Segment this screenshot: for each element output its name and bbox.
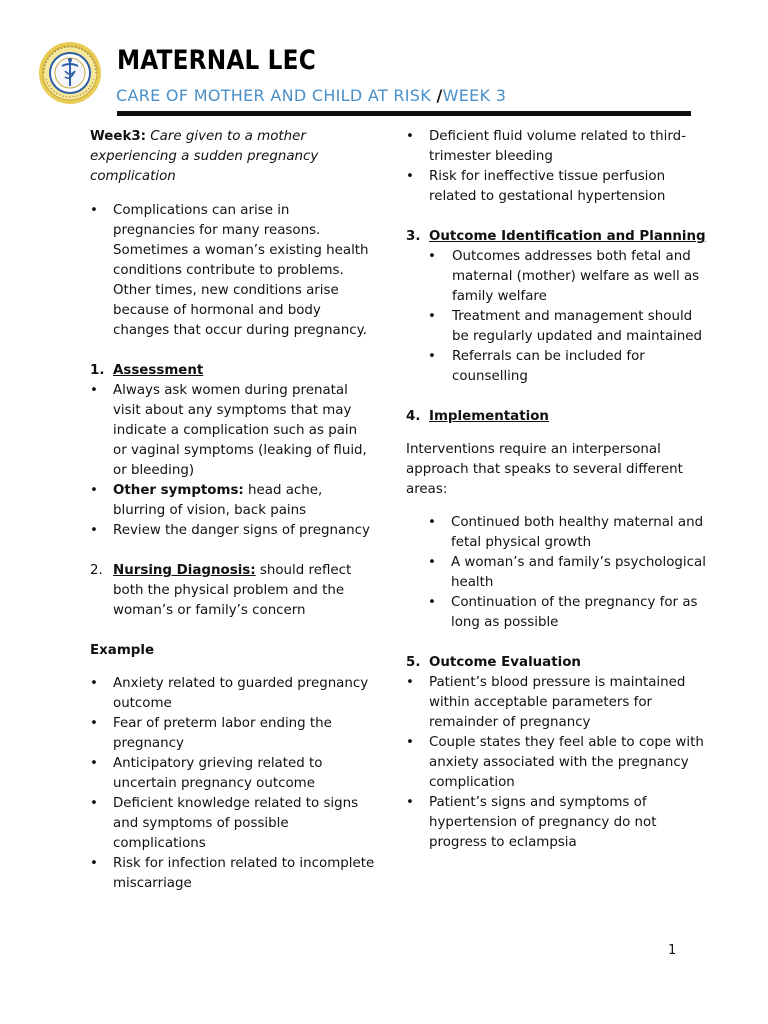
subtitle-separator: / <box>436 86 443 105</box>
week-intro <box>90 127 375 187</box>
example-heading: Example <box>90 643 155 658</box>
list-item: • Complications can arise in pregnancies for many reasons. Sometimes a woman’s existing health conditions contribute to problems. Other times, new conditions arise because of hormonal and body changes that occur during pregnancy. <box>90 201 375 341</box>
other-symptoms-text: head ache, blurring of vision, back pains <box>113 483 323 518</box>
list-item <box>90 481 375 521</box>
implementation-text: Interventions require an interpersonal approach that speaks to several different areas: <box>406 442 683 497</box>
other-symptoms-label: Other symptoms: <box>113 483 244 498</box>
example-bullet-list <box>90 674 375 894</box>
school-seal-logo <box>38 41 102 105</box>
list-item: • Patient’s signs and symptoms of hypertension of pregnancy do not progress to eclampsia <box>406 793 706 853</box>
right-column <box>406 127 706 853</box>
evaluation-list <box>406 673 706 853</box>
section-assessment-heading <box>90 361 375 381</box>
list-item: • Always ask women during prenatal visit about any symptoms that may indicate a complication such as pain or vaginal symptoms (leaking of fluid, or bleeding) <box>90 381 375 481</box>
list-item: • Risk for ineffective tissue perfusion related to gestational hypertension <box>406 167 706 207</box>
subtitle-main: CARE OF MOTHER AND CHILD AT RISK <box>116 86 432 105</box>
list-item: • Review the danger signs of pregnancy <box>90 521 375 541</box>
list-item: • A woman’s and family’s psychological health <box>406 553 706 593</box>
left-column <box>90 127 375 894</box>
section-number: 3. <box>406 229 421 244</box>
page-number: 1 <box>668 943 677 958</box>
section-outcome-planning-heading <box>406 227 706 247</box>
list-item: • Treatment and management should be regularly updated and maintained <box>406 307 706 347</box>
document-subtitle <box>116 86 506 105</box>
header-divider <box>117 111 691 116</box>
list-item: • Anticipatory grieving related to uncertain pregnancy outcome <box>90 754 375 794</box>
list-item: • Continuation of the pregnancy for as long as possible <box>406 593 706 633</box>
week-intro-label: Week3: <box>90 129 147 144</box>
section-label: Outcome Evaluation <box>429 655 581 670</box>
week-intro-text: Care given to a mother experiencing a sudden pregnancy complication <box>90 129 319 184</box>
list-item: • Referrals can be included for counselling <box>406 347 706 387</box>
section-label: Implementation <box>429 409 549 424</box>
implementation-list <box>406 513 706 633</box>
section-number: 2. <box>90 563 103 578</box>
diagnosis-continued-list <box>406 127 706 207</box>
list-item: • Deficient knowledge related to signs and symptoms of possible complications <box>90 794 375 854</box>
section-label: Nursing Diagnosis: <box>113 563 256 578</box>
section-label: Outcome Identification and Planning <box>429 229 706 244</box>
list-item: • Risk for infection related to incomplete miscarriage <box>90 854 375 894</box>
diagnosis-text: should reflect both the physical problem and the woman’s or family’s concern <box>113 563 352 618</box>
section-diagnosis-heading <box>90 561 375 621</box>
intro-bullet-list <box>90 201 375 341</box>
section-implementation-heading <box>406 407 706 427</box>
outcome-planning-list <box>406 247 706 387</box>
section-label: Assessment <box>113 363 204 378</box>
document-title: MATERNAL LEC <box>117 45 316 76</box>
assessment-bullet-list <box>90 381 375 541</box>
section-number: 5. <box>406 655 421 670</box>
section-evaluation-heading <box>406 653 706 673</box>
section-number: 1. <box>90 363 105 378</box>
list-item: • Deficient fluid volume related to third-trimester bleeding <box>406 127 706 167</box>
list-item: • Continued both healthy maternal and fetal physical growth <box>406 513 706 553</box>
subtitle-week: WEEK 3 <box>442 86 507 105</box>
document-header <box>0 0 768 118</box>
list-item: • Outcomes addresses both fetal and maternal (mother) welfare as well as family welfare <box>406 247 706 307</box>
list-item: • Fear of preterm labor ending the pregnancy <box>90 714 375 754</box>
list-item: • Anxiety related to guarded pregnancy outcome <box>90 674 375 714</box>
section-number: 4. <box>406 409 421 424</box>
list-item: • Couple states they feel able to cope with anxiety associated with the pregnancy complication <box>406 733 706 793</box>
list-item: • Patient’s blood pressure is maintained within acceptable parameters for remainder of pregnancy <box>406 673 706 733</box>
